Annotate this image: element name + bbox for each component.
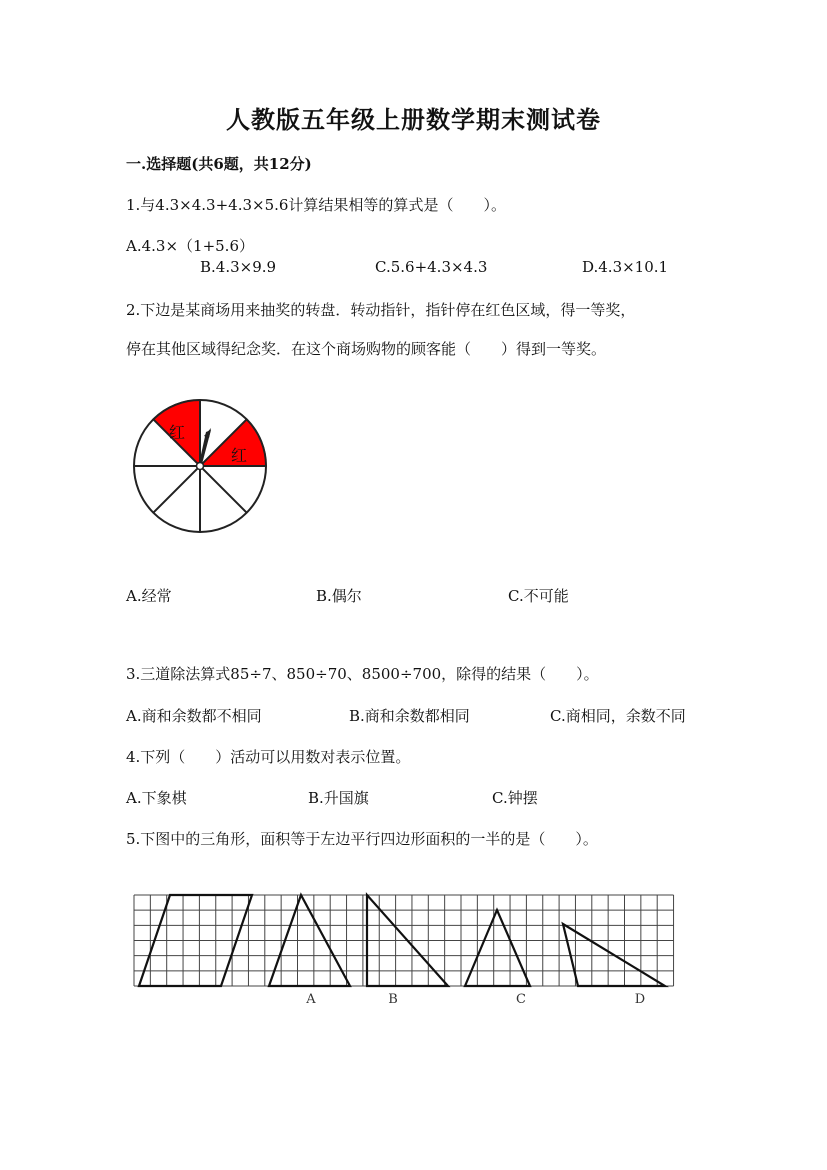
section-heading: 一.选择题(共6题，共12分) (126, 155, 312, 173)
q1-option-c: C.5.6+4.3×4.3 (375, 258, 488, 276)
page-title: 人教版五年级上册数学期末测试卷 (226, 105, 601, 134)
triangle-c-label: C (516, 992, 526, 1007)
grid-lines (134, 895, 674, 986)
q1-option-b: B.4.3×9.9 (200, 258, 277, 276)
question-1: 1.与4.3×4.3+4.3×5.6计算结果相等的算式是（ ）。 (126, 196, 506, 214)
q2-option-b: B.偶尔 (316, 587, 362, 605)
q2-option-c: C.不可能 (508, 587, 569, 605)
q3-option-a: A.商和余数都不相同 (126, 707, 262, 725)
question-4: 4.下列（ ）活动可以用数对表示位置。 (126, 748, 411, 766)
q1-option-d: D.4.3×10.1 (582, 258, 669, 276)
triangle-b-label: B (388, 992, 398, 1007)
spinner-label-2: 红 (230, 446, 248, 465)
q3-option-b: B.商和余数都相同 (349, 707, 470, 725)
q4-option-c: C.钟摆 (492, 789, 538, 807)
q2-option-a: A.经常 (126, 587, 172, 605)
triangle-c (465, 910, 530, 986)
q3-option-c: C.商相同，余数不同 (550, 707, 686, 725)
question-3: 3.三道除法算式85÷7、850÷70、8500÷700，除得的结果（ ）。 (126, 665, 599, 683)
question-2-line-2: 停在其他区域得纪念奖．在这个商场购物的顾客能（ ）得到一等奖。 (126, 340, 607, 358)
question-2-line-1: 2.下边是某商场用来抽奖的转盘．转动指针，指针停在红色区域，得一等奖， (126, 301, 636, 319)
triangle-d-label: D (634, 992, 646, 1007)
spinner-label-1: 红 (168, 423, 186, 442)
q1-option-a: A.4.3×（1+5.6） (126, 237, 254, 255)
triangle-a-label: A (306, 992, 316, 1007)
q4-option-b: B.升国旗 (308, 789, 369, 807)
q4-option-a: A.下象棋 (126, 789, 187, 807)
triangle-d (563, 924, 665, 986)
question-5: 5.下图中的三角形，面积等于左边平行四边形面积的一半的是（ ）。 (126, 830, 598, 848)
